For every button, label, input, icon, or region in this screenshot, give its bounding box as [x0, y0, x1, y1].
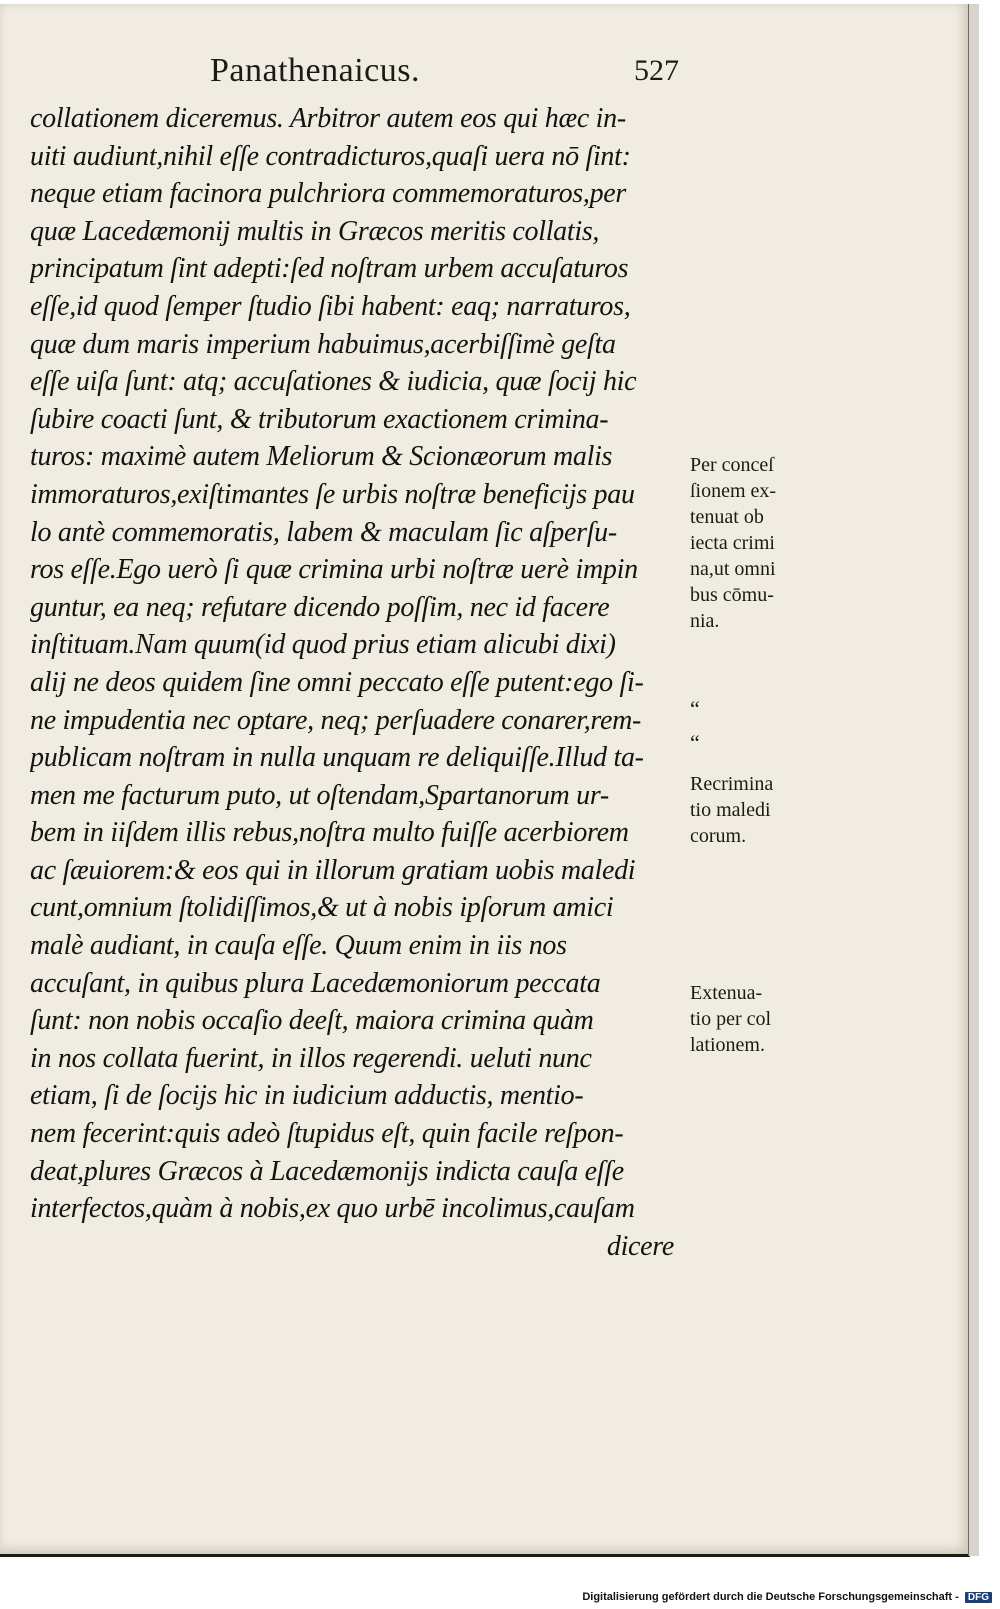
marginal-note-line: corum. [690, 825, 747, 847]
page-edge [968, 4, 979, 1556]
marginal-quote-marks [690, 692, 820, 760]
text-line: ſunt: non nobis occaſio deeſt, maiora crimina quàm [30, 1005, 594, 1037]
text-line: immoraturos,exiſtimantes ſe urbis noſtræ beneficijs pau [30, 478, 635, 510]
text-line: turos: maximè autem Meliorum & Scionæorum malis [30, 441, 613, 473]
text-line: principatum ſint adepti:ſed noſtram urbem accuſaturos [30, 253, 629, 285]
main-text-column [30, 100, 680, 1265]
text-line: eſſe uiſa ſunt: atq; accuſationes & iudicia, quæ ſocij hic [30, 366, 637, 398]
marginal-note-line: iecta crimi [690, 532, 775, 554]
text-line: alij ne deos quidem ſine omni peccato eſſe putent:ego ſi- [30, 666, 644, 698]
text-line: interfectos,quàm à nobis,ex quo urbē incolimus,cauſam [30, 1193, 635, 1225]
text-line: ſubire coacti ſunt, & tributorum exactionem crimina- [30, 403, 609, 435]
text-line: ros eſſe.Ego uerò ſi quæ crimina urbi noſtræ uerè impin [30, 554, 638, 586]
text-line: collationem diceremus. Arbitror autem eos qui hæc in- [30, 103, 626, 134]
text-line: ac ſæuiorem:& eos qui in illorum gratiam uobis maledi [30, 854, 636, 886]
marginal-note-concession [690, 452, 820, 634]
marginal-note-line: tio maledi [690, 799, 771, 821]
text-line: men me facturum puto, ut oſtendam,Spartanorum ur- [30, 779, 609, 811]
page-number: 527 [634, 54, 679, 87]
running-title: Panathenaicus. [210, 52, 420, 89]
marginal-note-line: na,ut omni [690, 558, 776, 580]
text-line: accuſant, in quibus plura Lacedæmoniorum peccata [30, 967, 601, 999]
text-line: in nos collata fuerint, in illos regerendi. ueluti nunc [30, 1042, 592, 1074]
text-line: malè audiant, in cauſa eſſe. Quum enim in iis nos [30, 930, 567, 962]
text-line: cunt,omnium ſtolidiſſimos,& ut à nobis ipſorum amici [30, 892, 614, 924]
marginal-note-line: Recrimina [690, 773, 774, 795]
dfg-logo: DFG [965, 1592, 992, 1603]
text-line: deat,plures Græcos à Lacedæmonijs indicta cauſa eſſe [30, 1155, 624, 1187]
text-line: etiam, ſi de ſocijs hic in iudicium adductis, mentio- [30, 1080, 584, 1112]
text-line: eſſe,id quod ſemper ſtudio ſibi habent: eaq; narraturos, [30, 290, 631, 322]
marginal-note-recrimination [690, 771, 820, 849]
marginal-note-line: nia. [690, 610, 720, 632]
text-line: neque etiam facinora pulchriora commemoraturos,per [30, 178, 626, 210]
marginal-note-line: bus cōmu- [690, 584, 774, 606]
text-line: nem fecerint:quis adeò ſtupidus eſt, quin facile reſpon- [30, 1118, 624, 1150]
text-line: ne impudentia nec optare, neq; perſuadere conarer,rem- [30, 704, 642, 736]
page-header [0, 52, 968, 92]
marginal-note-line: ſionem ex- [690, 480, 777, 502]
credit-text: Digitalisierung gefördert durch die Deutsche Forschungsgemeinschaft - [582, 1591, 959, 1603]
marginal-note-line: tio per col [690, 1008, 772, 1030]
marginal-note-line: Extenua- [690, 982, 763, 1004]
quote-mark: “ [690, 696, 700, 721]
text-line: lo antè commemoratis, labem & maculam ſic aſperſu- [30, 516, 617, 548]
quote-mark: “ [690, 730, 700, 755]
text-line: guntur, ea neq; refutare dicendo poſſim, nec id facere [30, 591, 610, 623]
marginal-note-line: lationem. [690, 1034, 765, 1056]
marginal-note-line: tenuat ob [690, 506, 764, 528]
text-line: uiti audiunt,nihil eſſe contradicturos,quaſi uera nō ſint: [30, 140, 631, 172]
text-line: inſtituam.Nam quum(id quod prius etiam alicubi dixi) [30, 629, 616, 661]
marginal-note-extenuation [690, 980, 820, 1058]
marginal-note-line: Per conceſ [690, 454, 774, 476]
text-line: publicam noſtram in nulla unquam re deliquiſſe.Illud ta- [30, 742, 644, 774]
catchword: dicere [606, 1230, 674, 1262]
text-line: quæ dum maris imperium habuimus,acerbiſſimè geſta [30, 328, 616, 360]
text-line: bem in iiſdem illis rebus,noſtra multo fuiſſe acerbiorem [30, 817, 629, 849]
digitization-credit [582, 1591, 992, 1603]
text-line: quæ Lacedæmonij multis in Græcos meritis collatis, [30, 215, 600, 247]
